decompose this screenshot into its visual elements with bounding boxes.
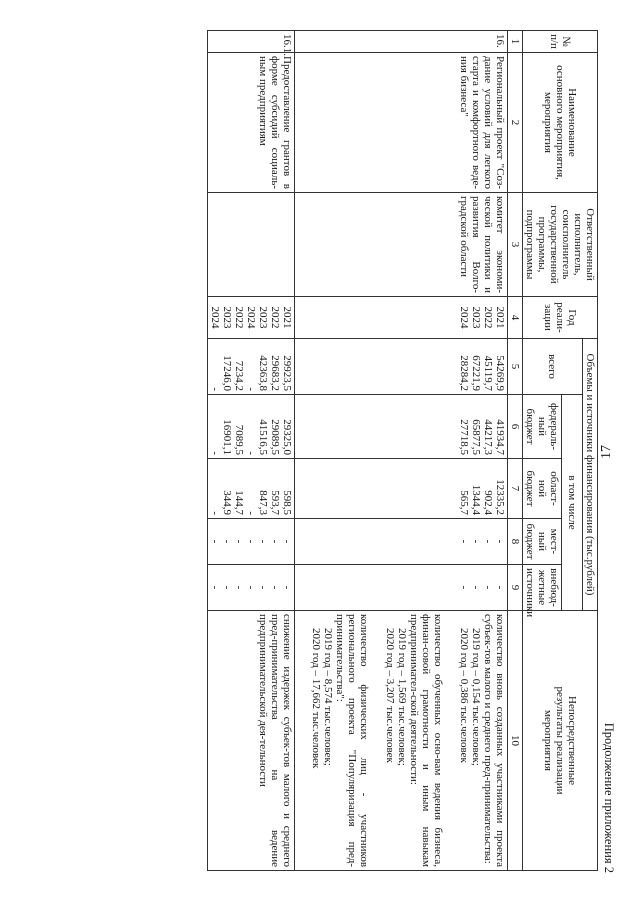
rotated-page xyxy=(20,0,620,905)
header-regional: област- ной бюджет xyxy=(523,459,562,519)
header-volumes: Объемы и источники финансирования (тыс.рублей) xyxy=(583,339,598,611)
header-local: мест- ный бюджет xyxy=(523,519,562,565)
result-values: 2019 год – 8,574 тыс.человек; 2020 год – 17,662 тыс.человек xyxy=(310,628,334,769)
row-responsible xyxy=(208,193,295,297)
header-extra: внебюд- жетные источники xyxy=(523,565,562,611)
row-local: - - - - - - - xyxy=(208,519,295,565)
result-values: 2019 год – 0,154 тыс.человек; 2020 год – 0,386 тыс.человек xyxy=(458,628,482,766)
column-number: 2 xyxy=(508,53,523,193)
column-number: 8 xyxy=(508,519,523,565)
header-results: Непосредственные результаты реализации мероприятия xyxy=(523,611,598,871)
column-number: 10 xyxy=(508,611,523,871)
header-federal: федераль- ный бюджет xyxy=(523,395,562,459)
row-name: Предоставление грантов в форме субсидий социаль-ным предприятиям xyxy=(208,53,295,193)
page-number: 17 xyxy=(599,445,614,459)
table-row xyxy=(208,31,295,871)
row-total: 29923,5 29683,2 42363,8 - 7234,2 17246,0 - xyxy=(208,339,295,395)
row-regional: 12335,2 902,4 1344,4 565,7 xyxy=(295,459,508,519)
table-row xyxy=(295,31,508,871)
row-name: Региональный проект "Соз-дание условий для легкого старта и комфортного веде-ния бизнеса" xyxy=(295,53,508,193)
row-local: - - - - xyxy=(295,519,508,565)
financing-table xyxy=(207,30,598,871)
row-results xyxy=(295,611,508,871)
column-number: 4 xyxy=(508,297,523,339)
column-number-row xyxy=(508,31,523,871)
header-year: Год реали- зации xyxy=(523,297,598,339)
row-responsible: комитет экономи-ческой политики и развития Волго-градской области xyxy=(295,193,508,297)
result-text: количество вновь созданных участниками проекта субъек-тов малого и среднего пред-принимательства: xyxy=(482,614,506,868)
row-extra: - - - - - - - xyxy=(208,565,295,611)
column-number: 7 xyxy=(508,459,523,519)
row-number: 16.1. xyxy=(208,31,295,53)
row-federal: 29325,0 29089,5 41516,5 - 7089,5 16901,1 - xyxy=(208,395,295,459)
result-values: 2019 год – 1,569 тыс.человек; 2020 год – 3,207 тыс.человек xyxy=(384,628,408,766)
column-number: 9 xyxy=(508,565,523,611)
row-results: снижение издержек субъек-тов малого и среднего пред-принимательства на ведение предпринимательской дея-тельности xyxy=(208,611,295,871)
row-years: 2021 2022 2023 2024 xyxy=(295,297,508,339)
column-number: 5 xyxy=(508,339,523,395)
result-text: количество физических лиц - участников регионального проекта "Популяризация пред-принимательства": xyxy=(334,614,370,868)
row-regional: 598,5 593,7 847,3 - 144,7 344,9 - xyxy=(208,459,295,519)
row-number: 16. xyxy=(295,31,508,53)
header-incl: в том числе xyxy=(562,395,583,611)
header-no: № п/п xyxy=(523,31,598,53)
column-number: 3 xyxy=(508,193,523,297)
column-number: 1 xyxy=(508,31,523,53)
result-text: количество обученных осно-вам ведения бизнеса, финан-совой грамотности и иным навыкам предпринимател-ской деятельности: xyxy=(408,614,444,868)
header-responsible: Ответственный исполнитель, соисполнитель государственной программы, подпрограммы xyxy=(523,193,598,297)
header-name: Наименование основного мероприятия, мероприятия xyxy=(523,53,598,193)
header-total: всего xyxy=(523,339,583,395)
row-years: 2021 2022 2023 2024 2022 2023 2024 xyxy=(208,297,295,339)
column-number: 6 xyxy=(508,395,523,459)
row-federal: 41934,7 44217,3 65877,5 27718,5 xyxy=(295,395,508,459)
row-extra: - - - - xyxy=(295,565,508,611)
row-total: 54269,9 45119,7 67221,9 28284,2 xyxy=(295,339,508,395)
continuation-label: Продолжение приложения 2 xyxy=(602,722,616,873)
